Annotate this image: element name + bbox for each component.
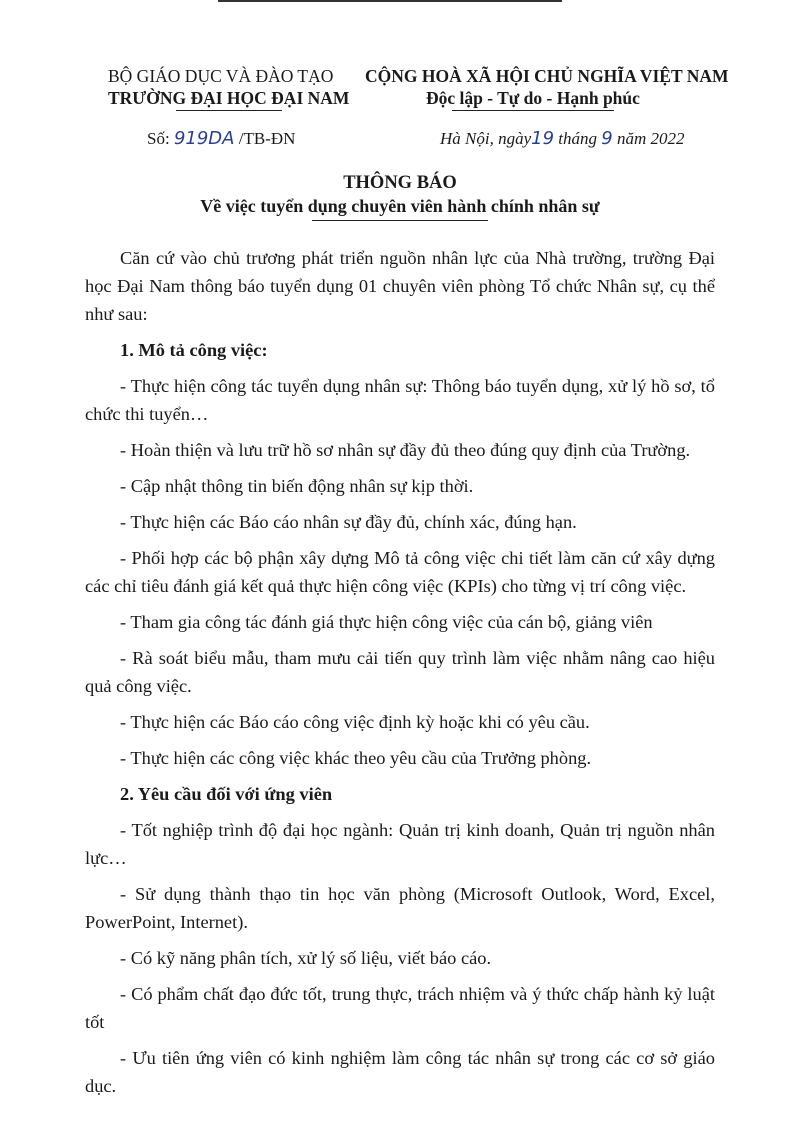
section1-item-9: - Thực hiện các công việc khác theo yêu cầu của Trưởng phòng. (120, 748, 592, 768)
section1-item-7: - Rà soát biểu mẫu, tham mưu cải tiến quy trình làm việc nhằm nâng cao hiệu quả công việc. (85, 648, 715, 696)
section2-heading: 2. Yêu cầu đối với ứng viên (120, 784, 333, 804)
school-name (108, 88, 349, 109)
doc-number-prefix: Số: (147, 129, 170, 148)
date-month-label: tháng (558, 129, 598, 148)
section2-item-3: - Có kỹ năng phân tích, xử lý số liệu, viết báo cáo. (120, 948, 492, 968)
doc-number-suffix: /TB-ĐN (238, 129, 296, 148)
motto-underline (452, 110, 615, 111)
date-place: Hà Nội, ngày (440, 129, 532, 148)
ministry-name: BỘ GIÁO DỤC VÀ ĐÀO TẠO (108, 66, 334, 86)
doc-number (147, 128, 295, 149)
motto-text: Độc lập - Tự do - Hạnh phúc (426, 88, 640, 108)
subtitle-text: Về việc tuyển dụng chuyên viên hành chính nhân sự (200, 196, 600, 216)
subtitle-underline (312, 220, 488, 221)
date-line (440, 128, 685, 149)
motto (426, 88, 640, 109)
section2-item-2: - Sử dụng thành thạo tin học văn phòng (Microsoft Outlook, Word, Excel, PowerPoint, Internet). (85, 884, 715, 932)
section1-item-6: - Tham gia công tác đánh giá thực hiện công việc của cán bộ, giảng viên (120, 612, 653, 632)
document-body (85, 244, 715, 1108)
intro-paragraph: Căn cứ vào chủ trương phát triển nguồn nhân lực của Nhà trường, trường Đại học Đại Nam thông báo tuyển dụng 01 chuyên viên phòng Tổ chức Nhân sự, cụ thể như sau: (85, 248, 715, 324)
section1-item-8: - Thực hiện các Báo cáo công việc định kỳ hoặc khi có yêu cầu. (120, 712, 590, 732)
section1-item-5: - Phối hợp các bộ phận xây dựng Mô tả công việc chi tiết làm căn cứ xây dựng các chỉ tiêu đánh giá kết quả thực hiện công việc (KPIs) cho từng vị trí công việc. (85, 548, 715, 596)
school-name-text: TRƯỜNG ĐẠI HỌC ĐẠI NAM (108, 88, 350, 108)
section1-item-2: - Hoàn thiện và lưu trữ hồ sơ nhân sự đầy đủ theo đúng quy định của Trường. (120, 440, 691, 460)
document-title: THÔNG BÁO (343, 173, 457, 193)
date-year: năm 2022 (616, 129, 685, 148)
document-subtitle (0, 196, 800, 217)
section2-item-5: - Ưu tiên ứng viên có kinh nghiệm làm công tác nhân sự trong các cơ sở giáo dục. (85, 1048, 715, 1096)
section1-item-3: - Cập nhật thông tin biến động nhân sự kịp thời. (120, 476, 474, 496)
section2-item-1: - Tốt nghiệp trình độ đại học ngành: Quản trị kinh doanh, Quản trị nguồn nhân lực… (85, 820, 715, 868)
top-edge-rule (218, 0, 562, 2)
date-month: 9 (601, 128, 613, 149)
section1-item-4: - Thực hiện các Báo cáo nhân sự đầy đủ, chính xác, đúng hạn. (120, 512, 577, 532)
school-underline (176, 110, 282, 111)
date-day: 19 (531, 128, 555, 149)
section2-item-4: - Có phẩm chất đạo đức tốt, trung thực, trách nhiệm và ý thức chấp hành kỷ luật tốt (85, 984, 715, 1032)
section1-item-1: - Thực hiện công tác tuyển dụng nhân sự: Thông báo tuyển dụng, xử lý hồ sơ, tổ chức thi tuyển… (85, 376, 715, 424)
country-name: CỘNG HOÀ XÃ HỘI CHỦ NGHĨA VIỆT NAM (365, 66, 729, 86)
section1-heading: 1. Mô tả công việc: (120, 340, 268, 360)
doc-number-handwritten: 919DA (173, 128, 235, 149)
